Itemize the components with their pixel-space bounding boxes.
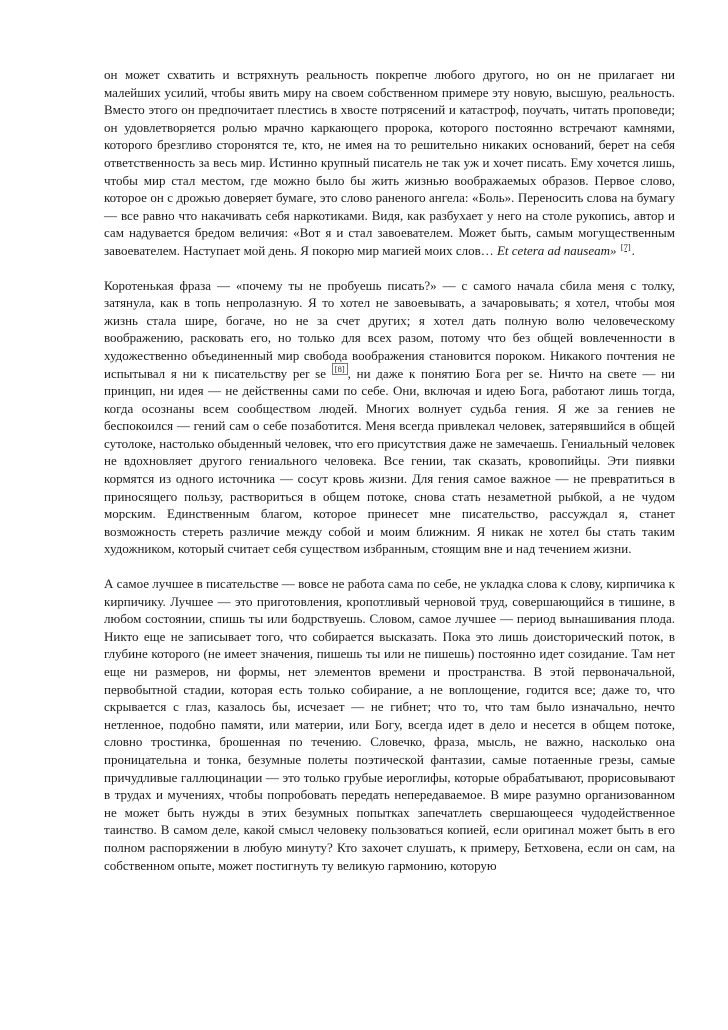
paragraph-1-italic-phrase: Et cetera ad nauseam» <box>496 242 617 258</box>
paragraph-3 <box>104 575 675 874</box>
paragraph-1-tail: . <box>631 242 635 258</box>
footnote-link-7[interactable]: [7] <box>620 241 631 252</box>
document-body <box>104 66 675 891</box>
paragraph-1 <box>104 66 675 260</box>
footnote-link-8[interactable]: [8] <box>332 363 348 375</box>
paragraph-2-text: Коротенькая фраза — «почему ты не пробуешь писать?» — с самого начала сбила меня с толку, затянула, как в топь непролазную. Я то хотел не завоевывать, а зачаровывать; я хотел, чтобы моя жизнь стала шире, богаче, но не за счет других; я хотел дать полную волю человеческому воображению, расковать его, но только для всех разом, потому что без общей вовлеченности в художественно объединенный мир свобода воображения становится пороком. Никакого почтения не испытывал я ни к писательству per se <box>104 277 675 381</box>
paragraph-3-text: А самое лучшее в писательстве — вовсе не работа сама по себе, не укладка слова к слову, кирпичика к кирпичику. Лучшее — это приготовления, кропотливый черновой труд, совершающийся в тишине, в любом состоянии, спишь ты или бодрствуешь. Словом, самое лучшее — период вынашивания плода. Никто еще не записывает того, что собирается высказать. Пока это лишь доисторический поток, в глубине которого (не имеет значения, пишешь ты или не пишешь) постоянно идет созидание. Там нет еще ни размеров, ни формы, нет элементов времени и пространства. В этой первоначальной, первобытной стадии, которая есть только собирание, а не воплощение, годится все; даже то, что скрывается с глаз, казалось бы, исчезает — не гибнет; что то, что там было изначально, нечто нетленное, подобно памяти, или материи, или Богу, всегда идет в дело и несется в общем потоке, словно тростинка, брошенная по течению. Словечко, фраза, мысль, не важно, насколько она проницательна и тонка, безумные полеты поэтической фантазии, самые потаенные грезы, самые причудливые галлюцинации — это только грубые иероглифы, которые обрабатывают, прорисовывают в трудах и мучениях, чтобы попробовать передать непередаваемое. В мире разумно организованном не может быть нужды в этих безумных попытках запечатлеть свершающееся чудодейственное таинство. В самом деле, какой смысл человеку пользоваться копией, если оригинал может быть в его полном распоряжении в любую минуту? Кто захочет слушать, к примеру, Бетховена, если он сам, на собственном опыте, может постигнуть ту великую гармонию, которую <box>104 576 675 873</box>
paragraph-2-tail: , ни даже к понятию Бога per se. Ничто на свете — ни принцип, ни идея — не действенны сами по себе. Они, включая и идею Бога, работают лишь тогда, когда осознаны всем сообществом людей. Многих волнует судьба гения. Я же за гениев не беспокоился — гений сам о себе позаботится. Меня всегда привлекал человек, затерявшийся в общей сутолоке, настолько обыденный человек, что его присутствия даже не замечаешь. Гениальный человек не вдохновляет другого гениального человека. Все гении, так сказать, кровопийцы. Эти пиявки кормятся из одного источника — сосут кровь жизни. Для гения самое важное — не превратиться в приносящего пользу, раствориться в общем потоке, снова стать незаметной рыбкой, а не чудом морским. Единственным благом, которое принесет мне писательство, рассуждал я, станет возможность стереть различие между собой и моим ближним. Я никак не хотел бы стать таким художником, который считает себя существом избранным, стоящим вне и над течением жизни. <box>104 365 675 557</box>
paragraph-1-text: он может схватить и встряхнуть реальность покрепче любого другого, но он не прилагает ни малейших усилий, чтобы явить миру на своем собственном примере эту новую, высшую, реальность. Вместо этого он предпочитает плестись в хвосте потрясений и катастроф, поучать, читать проповеди; он удовлетворяется ролью мрачно каркающего пророка, которого постоянно встречают камнями, которого брезгливо сторонятся те, кто, не имея на то решительно никаких оснований, берет на себя ответственность за весь мир. Истинно крупный писатель не так уж и хочет писать. Ему хочется лишь, чтобы мир стал местом, где можно было бы жить жизнью воображаемых образов. Первое слово, которое он с дрожью доверяет бумаге, это слово раненого ангела: «Боль». Переносить слова на бумагу — все равно что накачивать себя наркотиками. Видя, как разбухает у него на столе рукопись, автор и сам надувается бредом величия: «Вот я и стал завоевателем. Может быть, самым могущественным завоевателем. Наступает мой день. Я покорю мир магией моих слов… <box>104 67 675 258</box>
paragraph-2 <box>104 277 675 559</box>
